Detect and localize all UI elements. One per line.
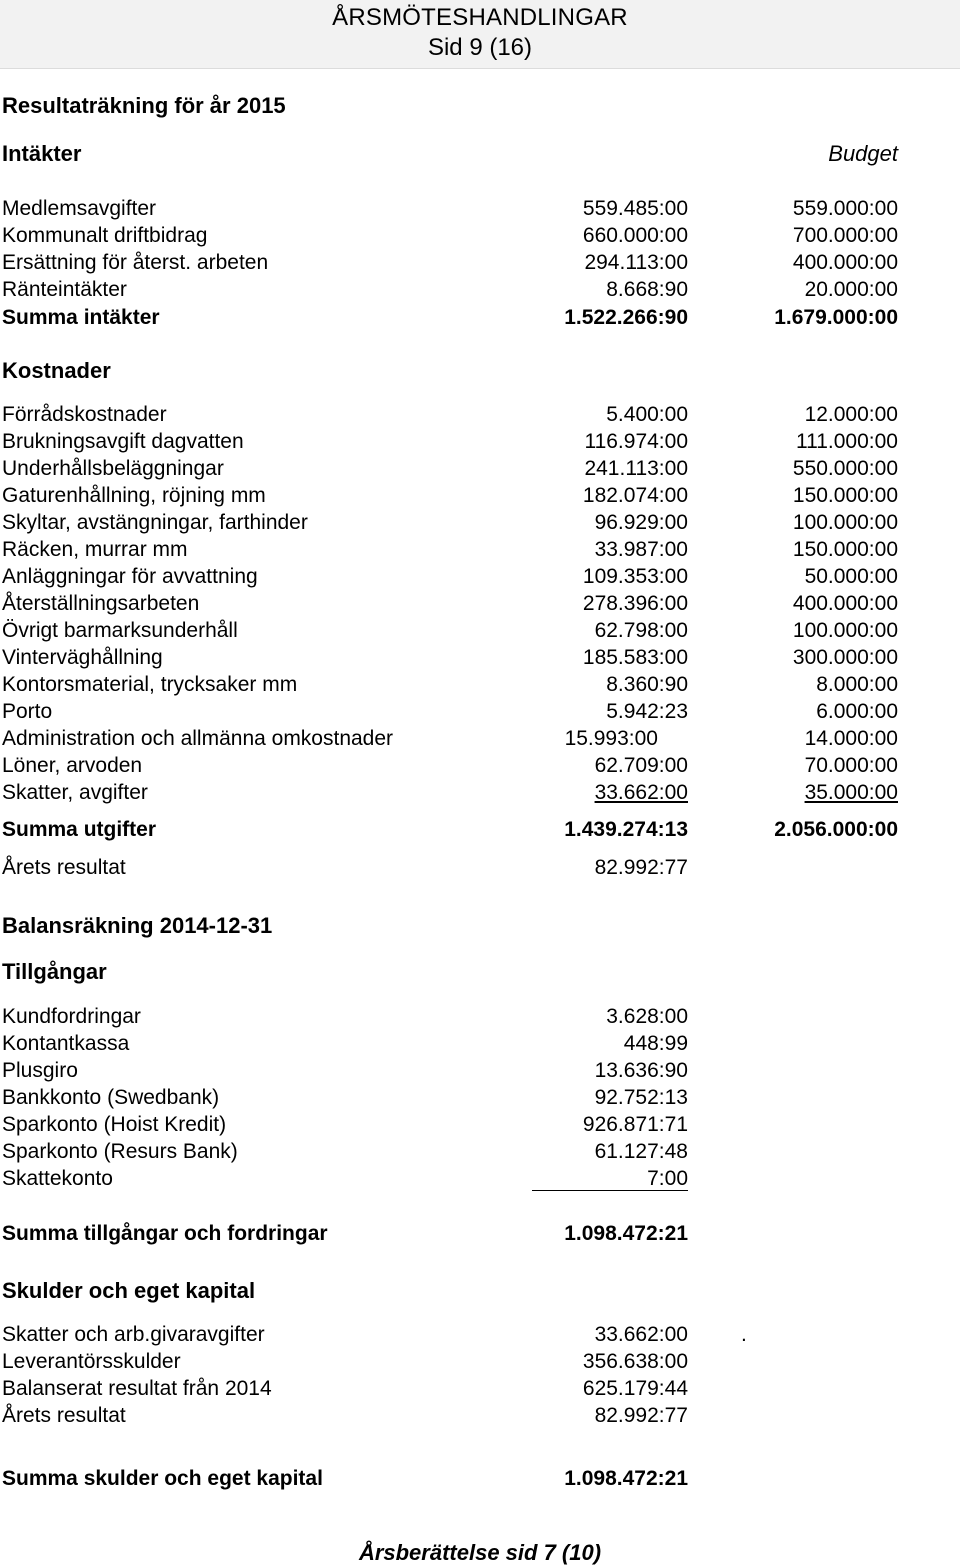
row-label: Anläggningar för avvattning [2,565,258,588]
document-title: ÅRSMÖTESHANDLINGAR [332,4,628,31]
row-budget: 8.000:00 [816,673,898,696]
balance-sheet-title: Balansräkning 2014-12-31 [2,913,273,938]
row-value: 1.098.472:21 [564,1467,688,1490]
row-actual: 185.583:00 [582,646,688,669]
row-label: Medlemsavgifter [2,197,157,220]
row-label: Skattekonto [2,1167,113,1190]
row-label: Skatter, avgifter [2,781,148,804]
row-label: Summa utgifter [2,818,157,841]
row-label: Skyltar, avstängningar, farthinder [2,511,308,534]
row-value: 448:99 [623,1032,688,1055]
row-actual: 241.113:00 [584,457,688,480]
row-label: Plusgiro [2,1059,78,1082]
row-actual: 109.353:00 [582,565,688,588]
row-actual: 8.668:90 [606,278,688,301]
row-label: Summa intäkter [2,306,160,329]
row-actual: 182.074:00 [582,484,688,507]
row-budget: 400.000:00 [792,592,898,615]
row-value: 61.127:48 [594,1140,688,1163]
row-budget: 14.000:00 [804,727,898,750]
row-actual: 96.929:00 [594,511,688,534]
subtotal-rule [532,1190,688,1191]
row-budget: 50.000:00 [804,565,898,588]
page-header [0,0,960,69]
row-actual: 1.439.274:13 [564,818,688,841]
income-statement-title: Resultaträkning för år 2015 [2,93,286,118]
row-label: Porto [2,700,53,723]
row-budget: 1.679.000:00 [774,306,898,329]
row-value: 926.871:71 [582,1113,688,1136]
row-value: 1.098.472:21 [564,1222,688,1245]
row-actual: 62.709:00 [594,754,688,777]
row-label: Kundfordringar [2,1005,141,1028]
row-value: 13.636:90 [594,1059,688,1082]
page-number: Sid 9 (16) [427,34,533,61]
row-budget: 20.000:00 [804,278,898,301]
row-label: Administration och allmänna omkostnader [2,727,394,750]
row-label: Räcken, murrar mm [2,538,188,561]
row-label: Summa skulder och eget kapital [2,1467,323,1490]
liabilities-section-heading: Skulder och eget kapital [2,1278,256,1303]
row-budget: 111.000:00 [796,430,898,453]
row-label: Bankkonto (Swedbank) [2,1086,220,1109]
row-budget: 559.000:00 [792,197,898,220]
row-label: Förrådskostnader [2,403,167,426]
income-section-heading: Intäkter [2,141,82,166]
row-budget: 150.000:00 [792,538,898,561]
row-label: Vinterväghållning [2,646,163,669]
row-budget: 100.000:00 [792,619,898,642]
row-value: 356.638:00 [582,1350,688,1373]
assets-section-heading: Tillgångar [2,959,107,984]
row-label: Summa tillgångar och fordringar [2,1222,328,1245]
row-label: Sparkonto (Hoist Kredit) [2,1113,227,1136]
row-actual: 5.942:23 [606,700,688,723]
row-label: Underhållsbeläggningar [2,457,224,480]
row-actual: 8.360:90 [606,673,688,696]
row-label: Årets resultat [2,856,126,879]
row-budget: 35.000:00 [804,781,898,804]
row-budget: 400.000:00 [792,251,898,274]
row-actual: 294.113:00 [584,251,688,274]
row-label: Kontorsmaterial, trycksaker mm [2,673,298,696]
row-actual: 278.396:00 [582,592,688,615]
row-actual: 559.485:00 [582,197,688,220]
row-budget: 100.000:00 [792,511,898,534]
row-label: Löner, arvoden [2,754,143,777]
row-label: Sparkonto (Resurs Bank) [2,1140,238,1163]
row-actual: 15.993:00 [564,727,658,750]
row-actual: 5.400:00 [606,403,688,426]
row-value: 625.179:44 [582,1377,688,1400]
row-actual: 82.992:77 [594,856,688,879]
row-actual: 62.798:00 [594,619,688,642]
costs-section-heading: Kostnader [2,358,111,383]
row-label: Kontantkassa [2,1032,130,1055]
row-label: Skatter och arb.givaravgifter [2,1323,265,1346]
row-label: Ersättning för återst. arbeten [2,251,269,274]
row-budget: 12.000:00 [804,403,898,426]
row-budget: 550.000:00 [792,457,898,480]
row-budget: 700.000:00 [792,224,898,247]
row-value: 3.628:00 [606,1005,688,1028]
row-actual: 660.000:00 [582,224,688,247]
page-footer: Årsberättelse sid 7 (10) [358,1540,602,1565]
row-budget: 150.000:00 [792,484,898,507]
row-budget: 2.056.000:00 [774,818,898,841]
row-actual: 33.662:00 [594,781,688,804]
row-label: Brukningsavgift dagvatten [2,430,244,453]
row-actual: 1.522.266:90 [564,306,688,329]
row-label: Ränteintäkter [2,278,127,301]
budget-column-heading: Budget [828,141,898,166]
row-label: Gaturenhållning, röjning mm [2,484,266,507]
row-budget: 6.000:00 [816,700,898,723]
row-value: 33.662:00 [594,1323,688,1346]
row-label: Årets resultat [2,1404,126,1427]
row-label: Leverantörsskulder [2,1350,181,1373]
row-label: Återställningsarbeten [2,592,200,615]
row-label: Övrigt barmarksunderhåll [2,619,238,642]
row-actual: 116.974:00 [584,430,688,453]
row-budget: 300.000:00 [792,646,898,669]
row-label: Kommunalt driftbidrag [2,224,208,247]
row-value: 7:00 [647,1167,688,1190]
stray-mark: . [741,1323,747,1346]
row-budget: 70.000:00 [804,754,898,777]
row-actual: 33.987:00 [594,538,688,561]
row-label: Balanserat resultat från 2014 [2,1377,272,1400]
row-value: 92.752:13 [594,1086,688,1109]
row-value: 82.992:77 [594,1404,688,1427]
